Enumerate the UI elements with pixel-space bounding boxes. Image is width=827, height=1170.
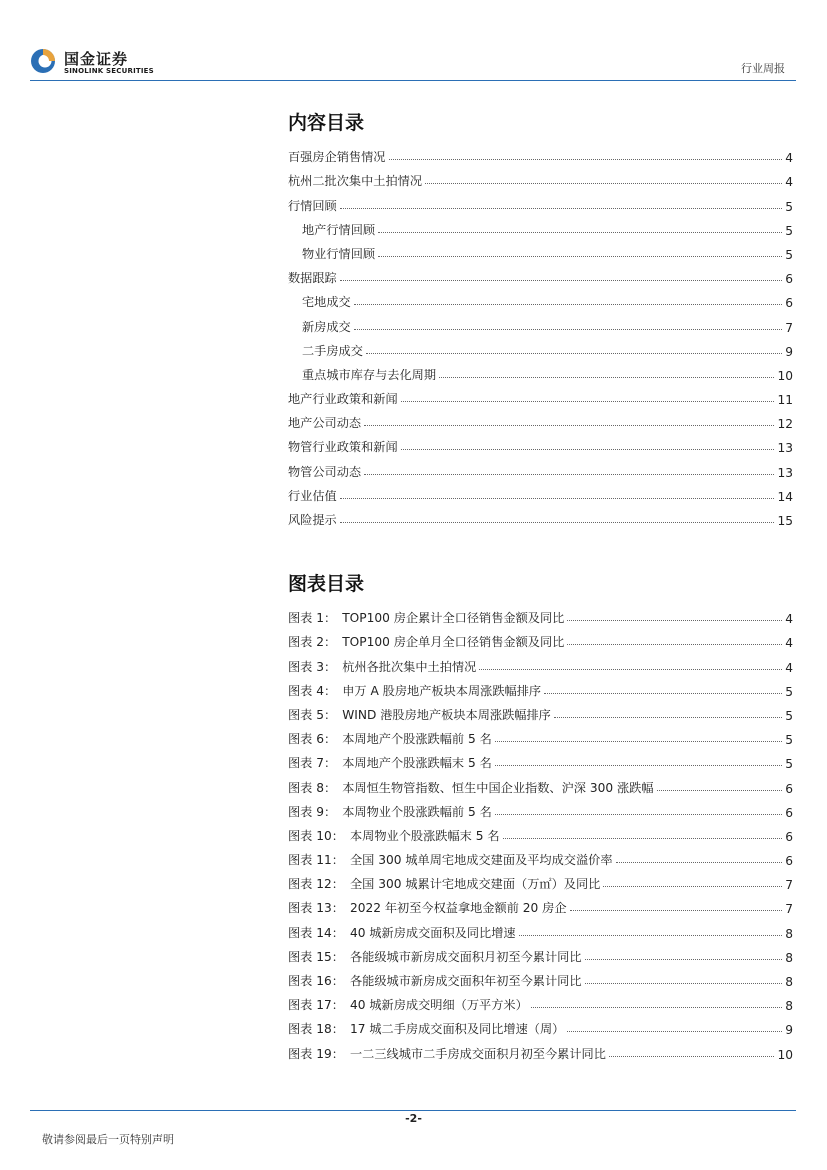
figure-entry-label: 全国 300 城单周宅地成交建面及平均成交溢价率 bbox=[349, 853, 613, 868]
figure-entry-page: 10 bbox=[777, 1047, 793, 1062]
figure-entry[interactable] bbox=[288, 771, 793, 795]
dot-leader bbox=[495, 813, 782, 815]
figure-entry-colon: ： bbox=[331, 877, 344, 892]
header-divider bbox=[30, 80, 796, 81]
figure-entry-page: 4 bbox=[785, 660, 793, 675]
figure-entry[interactable] bbox=[288, 868, 793, 892]
page-number: -2- bbox=[405, 1112, 422, 1125]
dot-leader bbox=[401, 400, 775, 402]
dot-leader bbox=[439, 376, 774, 378]
figure-entry-label: TOP100 房企累计全口径销售金额及同比 bbox=[342, 611, 565, 626]
dot-leader bbox=[567, 1030, 782, 1032]
figure-entry[interactable] bbox=[288, 892, 793, 916]
figure-entry-page: 8 bbox=[785, 975, 793, 989]
toc-entry-label: 物管公司动态 bbox=[288, 464, 362, 479]
dot-leader bbox=[354, 328, 782, 330]
toc-entry-page: 9 bbox=[785, 344, 793, 359]
dot-leader bbox=[354, 303, 782, 305]
toc-entry[interactable] bbox=[288, 359, 793, 383]
figure-entry[interactable] bbox=[288, 1013, 793, 1037]
contents-list bbox=[288, 141, 793, 528]
figure-entry-label: 本周地产个股涨跌幅前 5 名 bbox=[342, 732, 492, 747]
toc-entry[interactable] bbox=[288, 310, 793, 334]
toc-entry-page: 5 bbox=[785, 223, 793, 238]
toc-entry-label: 新房成交 bbox=[302, 319, 351, 334]
figure-entry[interactable] bbox=[288, 723, 793, 747]
figure-entry-label: 本周恒生物管指数、恒生中国企业指数、沪深 300 涨跌幅 bbox=[342, 780, 654, 795]
figure-entry-page: 7 bbox=[785, 902, 793, 917]
figure-entry-number: 图表 8 bbox=[288, 780, 325, 795]
toc-entry-label: 地产行业政策和新闻 bbox=[288, 392, 398, 407]
dot-leader bbox=[479, 668, 782, 670]
dot-leader bbox=[364, 473, 774, 475]
toc-entry-label: 地产行情回顾 bbox=[302, 222, 376, 237]
figure-entry-number: 图表 15 bbox=[288, 949, 332, 964]
dot-leader bbox=[503, 837, 783, 839]
dot-leader bbox=[401, 448, 775, 450]
dot-leader bbox=[495, 764, 782, 766]
figure-entry[interactable] bbox=[288, 796, 793, 820]
figure-entry-page: 8 bbox=[785, 999, 793, 1014]
figure-entry-label: 本周物业个股涨跌幅前 5 名 bbox=[342, 804, 492, 819]
toc-entry-page: 5 bbox=[785, 247, 793, 262]
figure-entry[interactable] bbox=[288, 1037, 793, 1061]
dot-leader bbox=[366, 352, 782, 354]
figure-entry-number: 图表 6 bbox=[288, 732, 325, 747]
figure-entry-page: 5 bbox=[785, 708, 793, 723]
dot-leader bbox=[389, 158, 783, 160]
figure-entry-number: 图表 12 bbox=[288, 877, 332, 892]
toc-entry-page: 6 bbox=[785, 296, 793, 311]
figure-entry-label: 本周物业个股涨跌幅末 5 名 bbox=[349, 828, 500, 843]
figure-entry-colon: ： bbox=[331, 998, 344, 1013]
figure-entry-number: 图表 16 bbox=[288, 974, 332, 988]
figure-entry[interactable] bbox=[288, 941, 793, 965]
figure-entry-page: 4 bbox=[785, 612, 793, 627]
figure-entry-label: 17 城二手房成交面积及同比增速（周） bbox=[349, 1022, 565, 1037]
figure-entry[interactable] bbox=[288, 650, 793, 674]
dot-leader bbox=[585, 958, 783, 960]
toc-entry-label: 物业行情回顾 bbox=[302, 246, 376, 261]
footer-divider bbox=[30, 1110, 796, 1111]
disclaimer: 敬请参阅最后一页特别声明 bbox=[42, 1133, 174, 1146]
figure-entry-label: 2022 年初至今权益拿地金额前 20 房企 bbox=[349, 901, 567, 916]
dot-leader bbox=[585, 982, 783, 984]
figure-entry-label: WIND 港股房地产板块本周涨跌幅排序 bbox=[342, 707, 551, 722]
toc-entry-label: 宅地成交 bbox=[302, 295, 351, 310]
figure-entry-label: 本周地产个股涨跌幅末 5 名 bbox=[342, 756, 492, 771]
figure-entry[interactable] bbox=[288, 699, 793, 723]
figure-entry-page: 7 bbox=[785, 878, 793, 893]
figure-entry-page: 8 bbox=[785, 950, 793, 965]
dot-leader bbox=[340, 497, 775, 499]
toc-entry[interactable] bbox=[288, 455, 793, 479]
figure-entry-page: 6 bbox=[785, 854, 793, 869]
figure-entry-colon: ： bbox=[324, 780, 337, 795]
figure-entry[interactable] bbox=[288, 747, 793, 771]
figure-entry-label: TOP100 房企单月全口径销售金额及同比 bbox=[342, 635, 565, 650]
figures-title: 图表目录 bbox=[288, 573, 365, 595]
figure-entry-colon: ： bbox=[324, 707, 337, 722]
toc-entry-label: 二手房成交 bbox=[302, 343, 363, 358]
figure-entry-label: 40 城新房成交明细（万平方米） bbox=[349, 998, 528, 1013]
toc-entry-page: 13 bbox=[777, 441, 793, 456]
figure-entry-page: 8 bbox=[785, 926, 793, 941]
figure-entry-number: 图表 14 bbox=[288, 925, 332, 940]
figure-entry-number: 图表 17 bbox=[288, 998, 332, 1013]
figure-entry[interactable] bbox=[288, 820, 793, 844]
figure-entry-page: 9 bbox=[785, 1023, 793, 1038]
figure-entry-colon: ： bbox=[331, 853, 344, 868]
toc-entry-label: 数据跟踪 bbox=[288, 271, 337, 286]
dot-leader bbox=[567, 643, 782, 645]
toc-entry-page: 5 bbox=[785, 199, 793, 214]
figure-entry[interactable] bbox=[288, 626, 793, 650]
figure-entry[interactable] bbox=[288, 844, 793, 868]
figure-entry-colon: ： bbox=[331, 925, 344, 940]
figure-entry-label: 杭州各批次集中土拍情况 bbox=[342, 659, 477, 674]
toc-entry-label: 杭州二批次集中土拍情况 bbox=[288, 174, 423, 189]
figure-entry-number: 图表 10 bbox=[288, 828, 332, 843]
figures-list bbox=[288, 602, 793, 1062]
toc-entry[interactable] bbox=[288, 165, 793, 189]
dot-leader bbox=[378, 231, 782, 233]
figure-entry[interactable] bbox=[288, 916, 793, 940]
figure-entry-number: 图表 4 bbox=[288, 683, 325, 698]
dot-leader bbox=[519, 934, 783, 936]
toc-entry-page: 11 bbox=[777, 393, 793, 408]
toc-entry[interactable] bbox=[288, 189, 793, 213]
sinolink-logo-icon bbox=[30, 47, 56, 75]
figure-entry-label: 40 城新房成交面积及同比增速 bbox=[349, 925, 516, 940]
figure-entry-colon: ： bbox=[324, 756, 337, 771]
figure-entry-label: 各能级城市新房成交面积年初至今累计同比 bbox=[349, 974, 582, 988]
figure-entry-colon: ： bbox=[331, 1046, 344, 1061]
figure-entry-colon: ： bbox=[331, 901, 344, 916]
dot-leader bbox=[657, 789, 783, 791]
figure-entry-number: 图表 11 bbox=[288, 853, 332, 868]
dot-leader bbox=[603, 885, 782, 887]
toc-entry-label: 物管行业政策和新闻 bbox=[288, 440, 398, 455]
toc-entry-page: 4 bbox=[785, 175, 793, 190]
dot-leader bbox=[425, 182, 782, 184]
toc-entry-label: 重点城市库存与去化周期 bbox=[302, 367, 437, 382]
toc-entry[interactable] bbox=[288, 480, 793, 504]
figure-entry-number: 图表 1 bbox=[288, 611, 325, 626]
toc-entry-label: 行业估值 bbox=[288, 488, 337, 503]
figure-entry-colon: ： bbox=[324, 732, 337, 747]
contents-title: 内容目录 bbox=[288, 112, 365, 134]
toc-entry[interactable] bbox=[288, 238, 793, 262]
figure-entry-colon: ： bbox=[331, 1022, 344, 1037]
figure-entry-number: 图表 2 bbox=[288, 635, 325, 650]
figure-entry-label: 申万 A 股房地产板块本周涨跌幅排序 bbox=[342, 683, 542, 698]
figure-entry-label: 全国 300 城累计宅地成交建面（万㎡）及同比 bbox=[349, 877, 601, 892]
dot-leader bbox=[570, 909, 783, 911]
toc-entry[interactable] bbox=[288, 214, 793, 238]
figure-entry-number: 图表 3 bbox=[288, 659, 325, 674]
toc-entry[interactable] bbox=[288, 335, 793, 359]
dot-leader bbox=[364, 424, 774, 426]
toc-entry-page: 13 bbox=[777, 465, 793, 480]
dot-leader bbox=[544, 692, 782, 694]
toc-entry-page: 4 bbox=[785, 151, 793, 166]
figure-entry-colon: ： bbox=[324, 683, 337, 698]
figure-entry-page: 5 bbox=[785, 733, 793, 748]
toc-entry-page: 7 bbox=[785, 320, 793, 335]
toc-entry-page: 12 bbox=[777, 417, 793, 432]
figure-entry-page: 4 bbox=[785, 636, 793, 651]
toc-entry[interactable] bbox=[288, 383, 793, 407]
toc-entry-label: 百强房企销售情况 bbox=[288, 150, 386, 165]
figure-entry-label: 各能级城市新房成交面积月初至今累计同比 bbox=[349, 949, 582, 964]
toc-entry[interactable] bbox=[288, 504, 793, 528]
figure-entry-colon: ： bbox=[331, 828, 344, 843]
report-type: 行业周报 bbox=[741, 62, 785, 75]
dot-leader bbox=[340, 521, 775, 523]
figure-entry[interactable] bbox=[288, 989, 793, 1013]
brand-name-en: SINOLINK SECURITIES bbox=[64, 67, 154, 75]
toc-entry-page: 15 bbox=[777, 514, 793, 528]
figure-entry-number: 图表 7 bbox=[288, 756, 325, 771]
toc-entry-page: 14 bbox=[777, 489, 793, 504]
toc-entry-page: 10 bbox=[777, 368, 793, 383]
figure-entry[interactable] bbox=[288, 965, 793, 989]
figure-entry-number: 图表 5 bbox=[288, 707, 325, 722]
figure-entry-page: 6 bbox=[785, 805, 793, 820]
figure-entry-number: 图表 13 bbox=[288, 901, 332, 916]
figure-entry-number: 图表 18 bbox=[288, 1022, 332, 1037]
dot-leader bbox=[340, 279, 782, 281]
toc-entry[interactable] bbox=[288, 262, 793, 286]
figure-entry-page: 6 bbox=[785, 781, 793, 796]
brand-name-cn: 国金证券 bbox=[64, 50, 129, 68]
figure-entry-number: 图表 19 bbox=[288, 1046, 332, 1061]
figure-entry[interactable] bbox=[288, 602, 793, 626]
figure-entry-number: 图表 9 bbox=[288, 804, 325, 819]
page-header bbox=[0, 0, 827, 80]
figure-entry-colon: ： bbox=[324, 659, 337, 674]
toc-entry[interactable] bbox=[288, 286, 793, 310]
dot-leader bbox=[609, 1055, 775, 1057]
figure-entry[interactable] bbox=[288, 675, 793, 699]
toc-entry[interactable] bbox=[288, 407, 793, 431]
figure-entry-colon: ： bbox=[331, 974, 344, 988]
dot-leader bbox=[340, 207, 782, 209]
dot-leader bbox=[554, 716, 782, 718]
figure-entry-label: 一二三线城市二手房成交面积月初至今累计同比 bbox=[349, 1046, 606, 1061]
dot-leader bbox=[378, 255, 782, 257]
figures-section bbox=[288, 569, 793, 1062]
dot-leader bbox=[531, 1006, 782, 1008]
figure-entry-colon: ： bbox=[324, 611, 337, 626]
figure-entry-colon: ： bbox=[324, 635, 337, 650]
figure-entry-page: 5 bbox=[785, 757, 793, 772]
figure-entry-colon: ： bbox=[331, 949, 344, 964]
toc-entry[interactable] bbox=[288, 141, 793, 165]
figure-entry-colon: ： bbox=[324, 804, 337, 819]
dot-leader bbox=[567, 619, 782, 621]
toc-entry[interactable] bbox=[288, 431, 793, 455]
contents-section bbox=[288, 108, 793, 528]
toc-entry-label: 风险提示 bbox=[288, 513, 337, 527]
figure-entry-page: 6 bbox=[785, 829, 793, 844]
figure-entry-page: 5 bbox=[785, 684, 793, 699]
dot-leader bbox=[616, 861, 783, 863]
toc-entry-label: 地产公司动态 bbox=[288, 416, 362, 431]
dot-leader bbox=[495, 740, 782, 742]
toc-entry-label: 行情回顾 bbox=[288, 198, 337, 213]
toc-entry-page: 6 bbox=[785, 272, 793, 287]
